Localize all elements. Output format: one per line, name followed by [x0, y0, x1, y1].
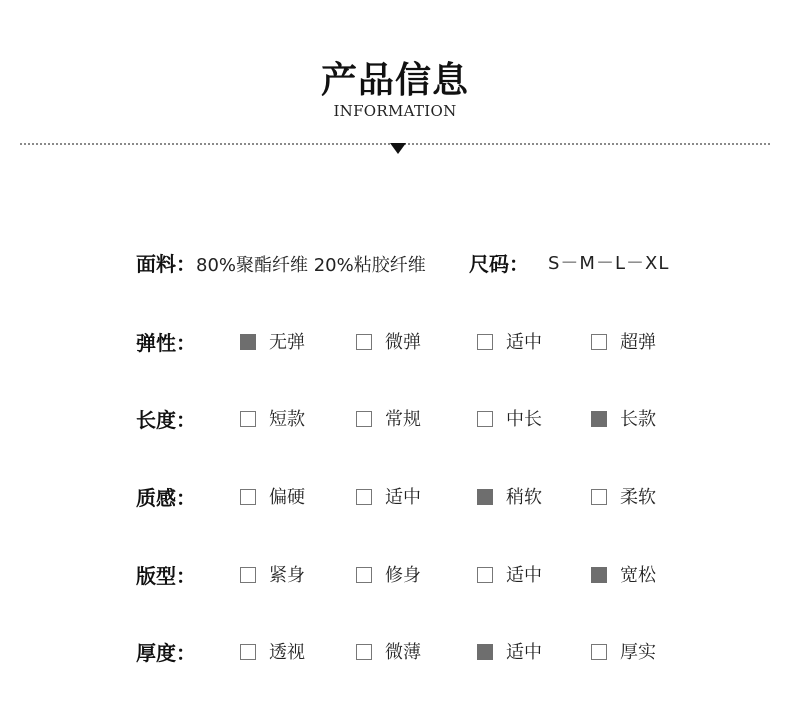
option-label: 微弹: [385, 332, 421, 353]
attribute-label: 弹性：: [136, 331, 196, 355]
unchecked-box-icon: [356, 644, 372, 660]
unchecked-box-icon: [356, 334, 372, 350]
option-label: 宽松: [620, 565, 656, 586]
option-label: 无弹: [269, 332, 305, 353]
checked-box-icon: [591, 411, 607, 427]
unchecked-box-icon: [356, 411, 372, 427]
option-label: 柔软: [620, 487, 656, 508]
option-label: 稍软: [506, 487, 542, 508]
attribute-label: 版型：: [136, 564, 196, 588]
size-label: 尺码：: [469, 252, 529, 276]
checked-box-icon: [591, 567, 607, 583]
unchecked-box-icon: [240, 567, 256, 583]
option-label: 适中: [385, 487, 421, 508]
unchecked-box-icon: [591, 489, 607, 505]
unchecked-box-icon: [477, 334, 493, 350]
option-label: 短款: [269, 409, 305, 430]
unchecked-box-icon: [240, 489, 256, 505]
attribute-row: [136, 405, 676, 435]
attribute-row: [136, 561, 676, 591]
attribute-row: [136, 328, 676, 358]
unchecked-box-icon: [477, 567, 493, 583]
unchecked-box-icon: [477, 411, 493, 427]
unchecked-box-icon: [591, 644, 607, 660]
option-label: 修身: [385, 565, 421, 586]
option-label: 偏硬: [269, 487, 305, 508]
option-label: 长款: [620, 409, 656, 430]
option-label: 适中: [506, 332, 542, 353]
checked-box-icon: [240, 334, 256, 350]
option-label: 厚实: [620, 642, 656, 663]
unchecked-box-icon: [356, 489, 372, 505]
option-label: 透视: [269, 642, 305, 663]
attribute-label: 质感：: [136, 486, 196, 510]
option-label: 紧身: [269, 565, 305, 586]
page-title: 产品信息: [320, 60, 469, 101]
option-label: 常规: [385, 409, 421, 430]
material-value: 80%聚酯纤维 20%粘胶纤维: [196, 255, 426, 276]
option-label: 超弹: [620, 332, 656, 353]
unchecked-box-icon: [240, 411, 256, 427]
material-row: [136, 249, 756, 279]
attribute-label: 长度：: [136, 408, 196, 432]
option-label: 适中: [506, 565, 542, 586]
material-label: 面料：: [136, 252, 196, 276]
option-label: 微薄: [385, 642, 421, 663]
checked-box-icon: [477, 489, 493, 505]
unchecked-box-icon: [591, 334, 607, 350]
option-label: 中长: [506, 409, 542, 430]
size-value: S－M－L－XL: [548, 253, 670, 274]
attribute-row: [136, 638, 676, 668]
unchecked-box-icon: [240, 644, 256, 660]
attribute-label: 厚度：: [136, 641, 196, 665]
page-subtitle: INFORMATION: [333, 102, 457, 120]
attribute-row: [136, 483, 676, 513]
triangle-down-icon: [390, 143, 406, 154]
option-label: 适中: [506, 642, 542, 663]
checked-box-icon: [477, 644, 493, 660]
unchecked-box-icon: [356, 567, 372, 583]
